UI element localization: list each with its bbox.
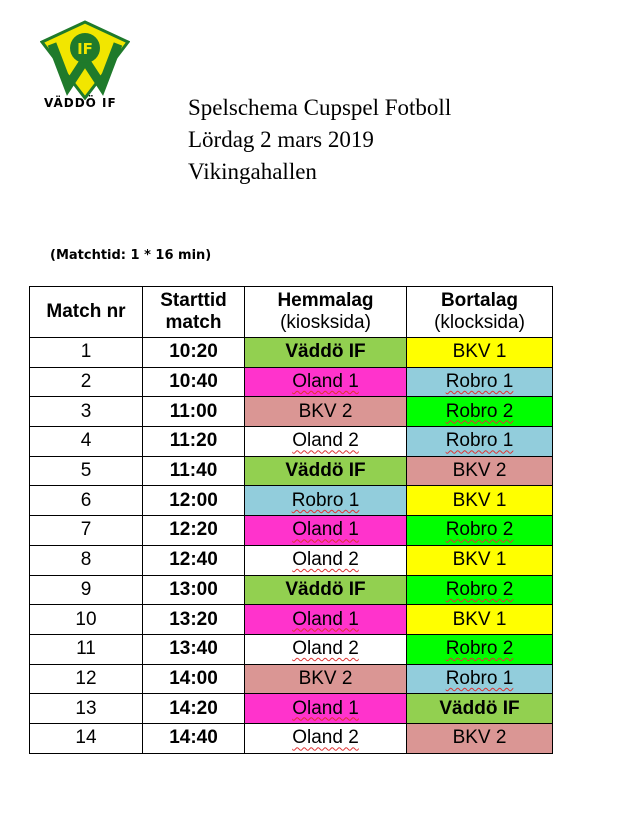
- table-row: [30, 545, 553, 575]
- table-row: [30, 723, 553, 753]
- match-time-note: (Matchtid: 1 * 16 min): [50, 248, 212, 263]
- match-nr-cell: 9: [30, 575, 143, 605]
- match-nr-cell: 11: [30, 634, 143, 664]
- table-row: [30, 516, 553, 546]
- away-team-cell: Robro 2: [407, 516, 553, 546]
- home-team-cell: BKV 2: [245, 397, 407, 427]
- away-team-cell: BKV 1: [407, 605, 553, 635]
- match-nr-cell: 3: [30, 397, 143, 427]
- title-line-3: Vikingahallen: [188, 159, 317, 184]
- match-nr-cell: 4: [30, 427, 143, 457]
- club-logo-icon: [40, 20, 130, 100]
- start-time-cell: 12:20: [143, 516, 245, 546]
- away-team-cell: Väddö IF: [407, 694, 553, 724]
- match-nr-cell: 7: [30, 516, 143, 546]
- home-team-cell: Väddö IF: [245, 575, 407, 605]
- start-time-cell: 14:20: [143, 694, 245, 724]
- header-away-team: Bortalag (klocksida): [407, 287, 553, 338]
- start-time-cell: 11:40: [143, 456, 245, 486]
- home-team-cell: Oland 2: [245, 545, 407, 575]
- match-nr-cell: 13: [30, 694, 143, 724]
- match-nr-cell: 12: [30, 664, 143, 694]
- start-time-cell: 10:20: [143, 338, 245, 368]
- match-nr-cell: 10: [30, 605, 143, 635]
- home-team-cell: Oland 1: [245, 694, 407, 724]
- document-title: [188, 92, 451, 188]
- table-row: [30, 456, 553, 486]
- table-row: [30, 664, 553, 694]
- match-nr-cell: 14: [30, 723, 143, 753]
- header-start-time: Starttid match: [143, 287, 245, 338]
- away-team-cell: BKV 1: [407, 338, 553, 368]
- title-line-2: Lördag 2 mars 2019: [188, 127, 374, 152]
- match-nr-cell: 5: [30, 456, 143, 486]
- home-team-cell: Oland 2: [245, 723, 407, 753]
- table-row: [30, 486, 553, 516]
- table-row: [30, 634, 553, 664]
- away-team-cell: BKV 1: [407, 486, 553, 516]
- start-time-cell: 13:20: [143, 605, 245, 635]
- away-team-cell: Robro 1: [407, 367, 553, 397]
- start-time-cell: 14:40: [143, 723, 245, 753]
- away-team-cell: Robro 2: [407, 575, 553, 605]
- table-row: [30, 427, 553, 457]
- start-time-cell: 13:00: [143, 575, 245, 605]
- home-team-cell: Oland 1: [245, 605, 407, 635]
- home-team-cell: Oland 1: [245, 367, 407, 397]
- home-team-cell: Oland 2: [245, 634, 407, 664]
- home-team-cell: Väddö IF: [245, 338, 407, 368]
- start-time-cell: 10:40: [143, 367, 245, 397]
- match-nr-cell: 8: [30, 545, 143, 575]
- home-team-cell: BKV 2: [245, 664, 407, 694]
- table-row: [30, 694, 553, 724]
- logo-monogram: IF: [77, 40, 93, 58]
- away-team-cell: BKV 2: [407, 456, 553, 486]
- match-nr-cell: 1: [30, 338, 143, 368]
- table-row: [30, 397, 553, 427]
- home-team-cell: Robro 1: [245, 486, 407, 516]
- start-time-cell: 11:00: [143, 397, 245, 427]
- club-name: VÄDDÖ IF: [44, 96, 117, 110]
- match-nr-cell: 6: [30, 486, 143, 516]
- table-row: [30, 338, 553, 368]
- home-team-cell: Oland 1: [245, 516, 407, 546]
- start-time-cell: 13:40: [143, 634, 245, 664]
- header-match-nr: Match nr: [30, 287, 143, 338]
- away-team-cell: Robro 1: [407, 427, 553, 457]
- away-team-cell: Robro 1: [407, 664, 553, 694]
- away-team-cell: Robro 2: [407, 397, 553, 427]
- table-row: [30, 367, 553, 397]
- title-line-1: Spelschema Cupspel Fotboll: [188, 95, 452, 120]
- start-time-cell: 11:20: [143, 427, 245, 457]
- table-row: [30, 605, 553, 635]
- away-team-cell: BKV 2: [407, 723, 553, 753]
- home-team-cell: Oland 2: [245, 427, 407, 457]
- table-row: [30, 575, 553, 605]
- schedule-table: [29, 286, 553, 754]
- table-header-row: [30, 287, 553, 338]
- home-team-cell: Väddö IF: [245, 456, 407, 486]
- start-time-cell: 14:00: [143, 664, 245, 694]
- header-home-team: Hemmalag (kiosksida): [245, 287, 407, 338]
- away-team-cell: Robro 2: [407, 634, 553, 664]
- match-nr-cell: 2: [30, 367, 143, 397]
- start-time-cell: 12:00: [143, 486, 245, 516]
- away-team-cell: BKV 1: [407, 545, 553, 575]
- start-time-cell: 12:40: [143, 545, 245, 575]
